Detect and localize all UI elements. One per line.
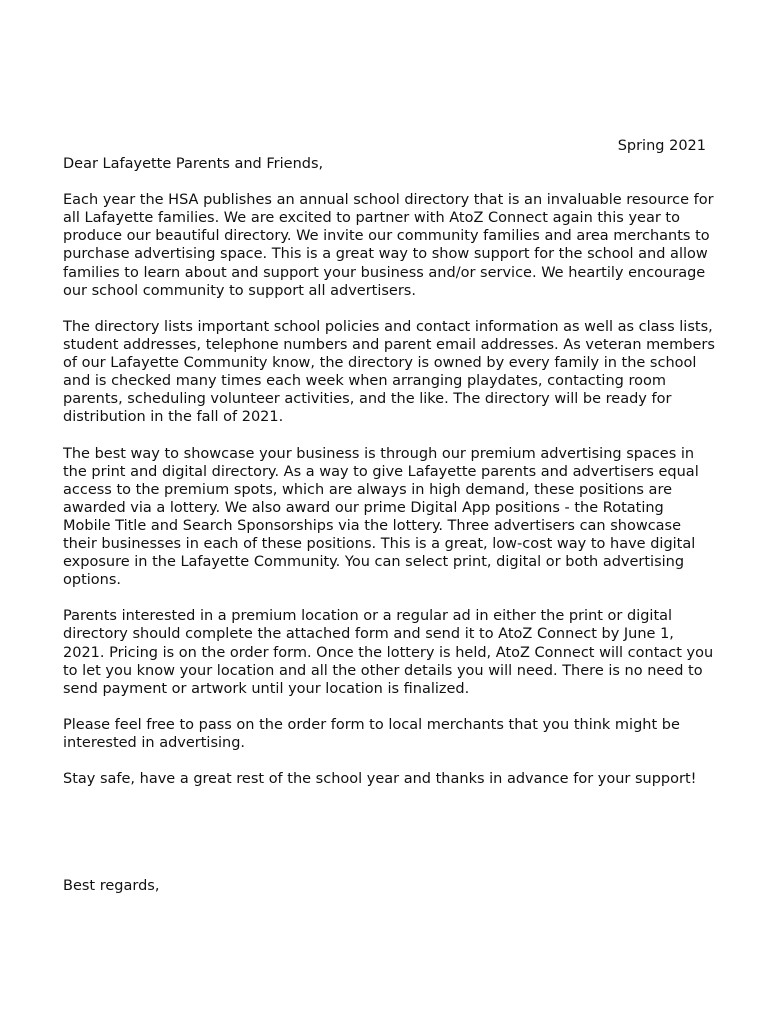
- paragraph-directory-contents: The directory lists important school policies and contact information as well as class lists, student addresses, telephone numbers and parent email addresses. As veteran members of our Lafayette Community know, the directory is owned by every family in the school and is checked many times each week when arranging playdates, contacting room parents, scheduling volunteer activities, and the like. The directory will be ready for distribution in the fall of 2021.: [63, 318, 715, 426]
- paragraph-share-order-form: Please feel free to pass on the order form to local merchants that you think might be interested in advertising.: [63, 716, 680, 751]
- letter-closing: Best regards,: [63, 878, 160, 894]
- paragraph-directory-intro: Each year the HSA publishes an annual school directory that is an invaluable resource for all Lafayette families. We are excited to partner with AtoZ Connect again this year to produce our beautiful directory. We invite our community families and area merchants to purchase advertising space. This is a great way to show support for the school and allow families to learn about and support your business and/or service. We heartily encourage our school community to support all advertisers.: [63, 192, 714, 299]
- paragraph-ordering-instructions: Parents interested in a premium location or a regular ad in either the print or digital directory should complete the attached form and send it to AtoZ Connect by June 1, 2021. Pricing is on the order form. Once the lottery is held, AtoZ Connect will contact you to let you know your location and all the other details you will need. There is no need to send payment or artwork until your location is finalized.: [63, 608, 714, 697]
- letter-date: Spring 2021: [617, 138, 706, 154]
- paragraph-thanks: Stay safe, have a great rest of the school year and thanks in advance for your support!: [63, 771, 697, 788]
- paragraph-premium-advertising: The best way to showcase your business is through our premium advertising spaces in the print and digital directory. As a way to give Lafayette parents and advertisers equal access to the premium spots, which are always in high demand, these positions are awarded via a lottery. We also award our prime Digital App positions - the Rotating Mobile Title and Search Sponsorships via the lottery. Three advertisers can showcase their businesses in each of these positions. This is a great, low-cost way to have digital exposure in the Lafayette Community. You can select print, digital or both advertising options.: [63, 445, 699, 589]
- letter-body: [63, 155, 715, 788]
- salutation: Dear Lafayette Parents and Friends,: [63, 156, 324, 172]
